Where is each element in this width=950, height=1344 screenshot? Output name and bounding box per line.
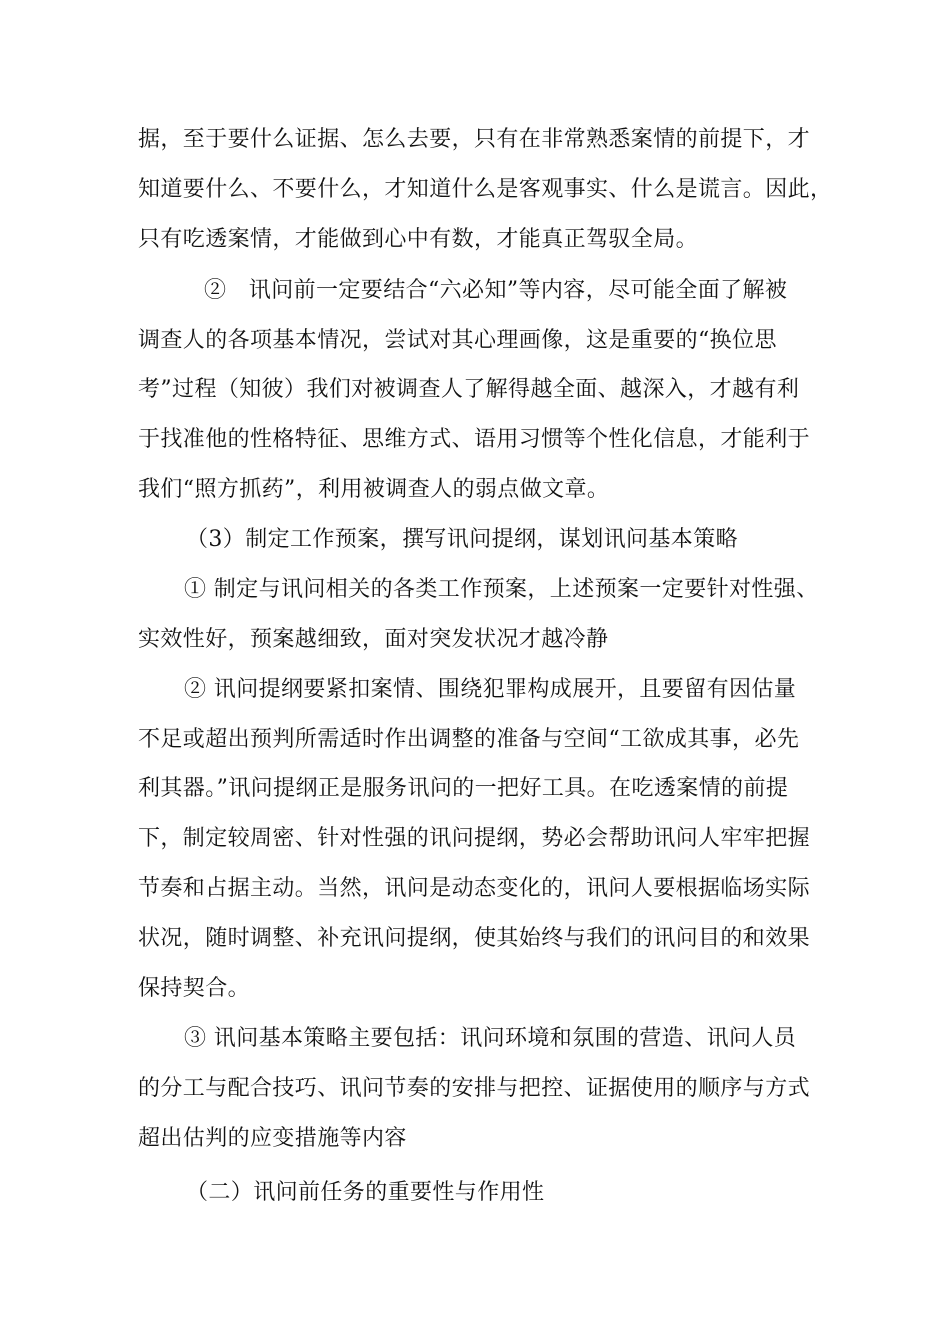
text-line: 不足或超出预判所需适时作出调整的准备与空间“工欲成其事，必先 <box>138 727 800 752</box>
text-line: 保持契合。 <box>138 976 251 1001</box>
text-line: 的分工与配合技巧、讯问节奏的安排与把控、证据使用的顺序与方式 <box>138 1076 811 1101</box>
text-line: 超出估判的应变措施等内容 <box>138 1126 407 1151</box>
text-line: 利其器。”讯问提纲正是服务讯问的一把好工具。在吃透案情的前提 <box>138 776 789 801</box>
text-line: 据，至于要什么证据、怎么去要，只有在非常熟悉案情的前提下，才 <box>138 127 811 152</box>
text-line: 实效性好，预案越细致，面对突发状况才越冷静 <box>138 627 609 652</box>
text-line: 调查人的各项基本情况，尝试对其心理画像，这是重要的“换位思 <box>138 328 777 353</box>
text-line: 下，制定较周密、针对性强的讯问提纲，势必会帮助讯问人牢牢把握 <box>138 826 811 851</box>
text-line: 状况，随时调整、补充讯问提纲，使其始终与我们的讯问目的和效果 <box>138 926 811 951</box>
text-line: ② 讯问前一定要结合“六必知”等内容，尽可能全面了解被 <box>204 278 788 303</box>
text-line: 节奏和占据主动。当然，讯问是动态变化的，讯问人要根据临场实际 <box>138 876 811 901</box>
text-line: ① 制定与讯问相关的各类工作预案，上述预案一定要针对性强、 <box>184 577 819 602</box>
section-heading: （3）制定工作预案，撰写讯问提纲，谋划讯问基本策略 <box>186 527 738 552</box>
text-line: 考”过程（知彼）我们对被调查人了解得越全面、越深入，才越有利 <box>138 377 800 402</box>
text-line: ② 讯问提纲要紧扣案情、围绕犯罪构成展开，且要留有因估量 <box>184 677 797 702</box>
text-line: 知道要什么、不要什么，才知道什么是客观事实、什么是谎言。因此， <box>138 177 833 202</box>
text-line: 于找准他的性格特征、思维方式、语用习惯等个性化信息，才能利于 <box>138 427 811 452</box>
section-heading: （二）讯问前任务的重要性与作用性 <box>186 1180 545 1205</box>
text-line: 只有吃透案情，才能做到心中有数，才能真正驾驭全局。 <box>138 227 699 252</box>
text-line: 我们“照方抓药”，利用被调查人的弱点做文章。 <box>138 477 610 502</box>
text-line: ③ 讯问基本策略主要包括：讯问环境和氛围的营造、讯问人员 <box>184 1026 797 1051</box>
